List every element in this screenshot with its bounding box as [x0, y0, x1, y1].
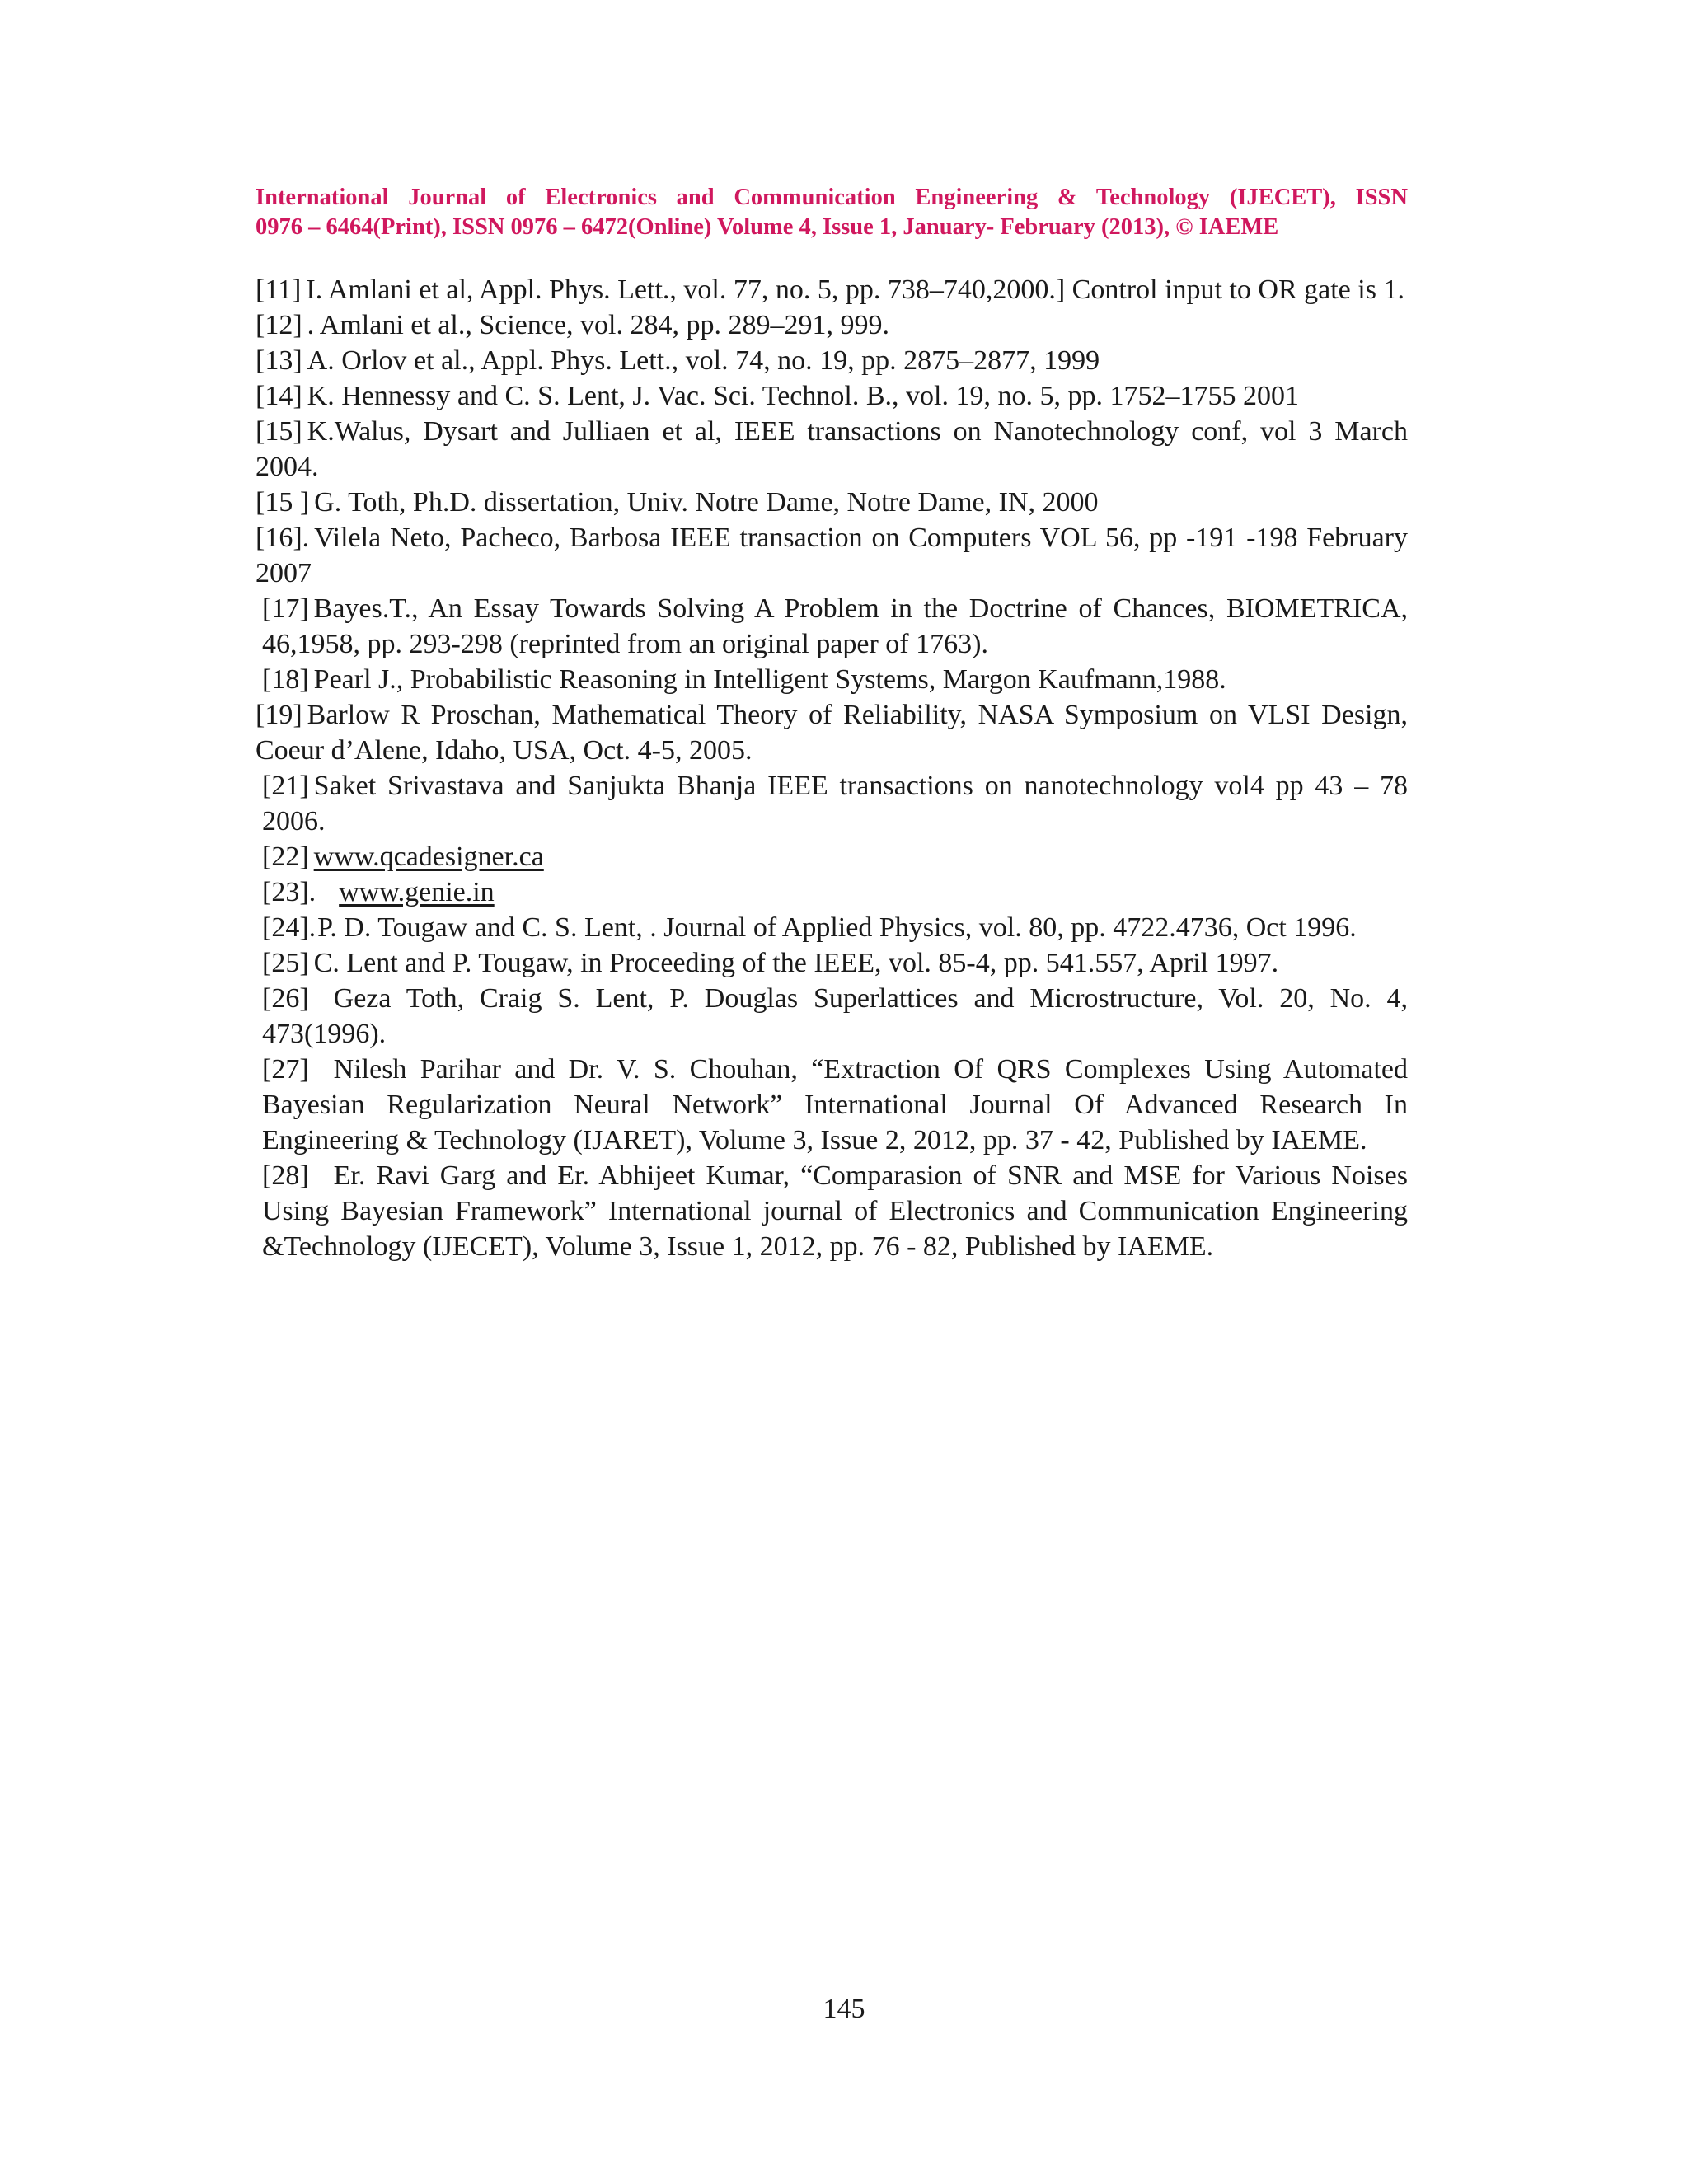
reference-item: [256, 945, 1408, 981]
reference-text: Geza Toth, Craig S. Lent, P. Douglas Superlattices and Microstructure, Vol. 20, No. 4, 473(1996).: [262, 983, 1408, 1049]
reference-text: K.Walus, Dysart and Julliaen et al, IEEE transactions on Nanotechnology conf, vol 3 March 2004.: [256, 416, 1408, 482]
reference-number: [24].: [262, 912, 316, 943]
reference-text: Nilesh Parihar and Dr. V. S. Chouhan, “Extraction Of QRS Complexes Using Automated Bayesian Regularization Neural Network” International Journal Of Advanced Research In Engineering & Technology (IJARET), Volume 3, Issue 2, 2012, pp. 37 - 42, Published by IAEME.: [262, 1054, 1408, 1155]
reference-number: [28]: [262, 1160, 309, 1191]
reference-text: I. Amlani et al, Appl. Phys. Lett., vol. 77, no. 5, pp. 738–740,2000.] Control input to OR gate is 1.: [306, 274, 1404, 305]
reference-text: Pearl J., Probabilistic Reasoning in Intelligent Systems, Margon Kaufmann,1988.: [313, 664, 1226, 695]
reference-number: [25]: [262, 948, 309, 978]
reference-item: [256, 485, 1408, 520]
reference-number: [19]: [256, 700, 302, 730]
reference-number: [23].: [262, 877, 316, 907]
reference-number: [27]: [262, 1054, 309, 1085]
reference-item: [256, 874, 1408, 910]
reference-item: [256, 520, 1408, 591]
reference-number: [13]: [256, 345, 302, 376]
reference-text: A. Orlov et al., Appl. Phys. Lett., vol. 74, no. 19, pp. 2875–2877, 1999: [307, 345, 1100, 376]
reference-item: [256, 839, 1408, 874]
reference-text: Vilela Neto, Pacheco, Barbosa IEEE transaction on Computers VOL 56, pp -191 -198 February 2007: [256, 523, 1408, 588]
reference-item: [256, 981, 1408, 1052]
reference-number: [21]: [262, 771, 309, 801]
reference-number: [17]: [262, 593, 309, 624]
reference-item: [256, 1158, 1408, 1264]
reference-item: [256, 697, 1408, 768]
reference-number: [15 ]: [256, 487, 310, 518]
genie-link[interactable]: www.genie.in: [339, 877, 495, 907]
journal-header-line-1: International Journal of Electronics and Communication Engineering & Technology (IJECET), ISSN: [256, 185, 1408, 210]
reference-text: P. D. Tougaw and C. S. Lent, . Journal of Applied Physics, vol. 80, pp. 4722.4736, Oct 1996.: [317, 912, 1357, 943]
reference-number: [22]: [262, 841, 309, 872]
reference-text: G. Toth, Ph.D. dissertation, Univ. Notre Dame, Notre Dame, IN, 2000: [314, 487, 1099, 518]
reference-number: [12]: [256, 310, 302, 340]
reference-item: [256, 307, 1408, 343]
reference-number: [14]: [256, 381, 302, 411]
reference-item: [256, 343, 1408, 378]
reference-text: Bayes.T., An Essay Towards Solving A Problem in the Doctrine of Chances, BIOMETRICA, 46,1958, pp. 293-298 (reprinted from an original paper of 1763).: [262, 593, 1408, 659]
reference-text: C. Lent and P. Tougaw, in Proceeding of the IEEE, vol. 85-4, pp. 541.557, April 1997.: [313, 948, 1279, 978]
journal-header-line-2: 0976 – 6464(Print), ISSN 0976 – 6472(Online) Volume 4, Issue 1, January- February (2013), © IAEME: [256, 214, 1279, 240]
reference-text: Barlow R Proschan, Mathematical Theory of Reliability, NASA Symposium on VLSI Design, Coeur d’Alene, Idaho, USA, Oct. 4-5, 2005.: [256, 700, 1408, 766]
reference-text: Saket Srivastava and Sanjukta Bhanja IEEE transactions on nanotechnology vol4 pp 43 – 78 2006.: [262, 771, 1408, 837]
reference-item: [256, 910, 1408, 945]
reference-item: [256, 768, 1408, 839]
journal-header: [256, 183, 1408, 242]
reference-item: [256, 662, 1408, 697]
reference-text: K. Hennessy and C. S. Lent, J. Vac. Sci. Technol. B., vol. 19, no. 5, pp. 1752–1755 2001: [307, 381, 1299, 411]
reference-number: [15]: [256, 416, 302, 447]
reference-list: [256, 272, 1408, 1264]
reference-text: . Amlani et al., Science, vol. 284, pp. 289–291, 999.: [307, 310, 890, 340]
reference-item: [256, 1052, 1408, 1158]
reference-number: [18]: [262, 664, 309, 695]
reference-item: [256, 414, 1408, 485]
reference-text: Er. Ravi Garg and Er. Abhijeet Kumar, “Comparasion of SNR and MSE for Various Noises Using Bayesian Framework” International journal of Electronics and Communication Engineering &Technology (IJECET), Volume 3, Issue 1, 2012, pp. 76 - 82, Published by IAEME.: [262, 1160, 1408, 1262]
reference-number: [16].: [256, 523, 310, 553]
reference-item: [256, 591, 1408, 662]
reference-item: [256, 272, 1408, 307]
reference-number: [11]: [256, 274, 302, 305]
qcadesigner-link[interactable]: www.qcadesigner.ca: [313, 841, 544, 872]
reference-number: [26]: [262, 983, 309, 1014]
reference-item: [256, 378, 1408, 414]
page-number: 145: [823, 1994, 865, 2024]
